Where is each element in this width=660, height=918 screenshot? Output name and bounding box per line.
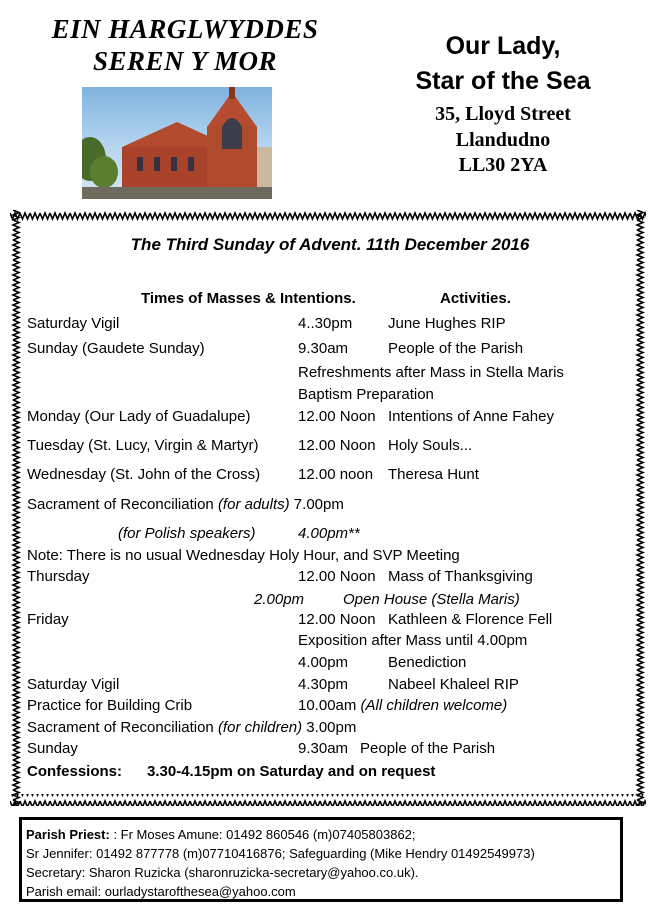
row-day: Sacrament of Reconciliation [27, 719, 218, 736]
row-note: Refreshments after Mass in Stella Maris [298, 364, 564, 381]
row-time: 12.00 noon [298, 466, 374, 483]
contact-box [19, 817, 623, 902]
row-time: 2.00pm [254, 591, 305, 608]
row-time: 9.30am [298, 340, 349, 357]
row-time: 7.00pm [289, 496, 344, 513]
row-time: 4.30pm [298, 676, 349, 693]
row-activity: Kathleen & Florence Fell [388, 611, 553, 628]
confessions-label: Confessions: [27, 763, 123, 780]
row-note: (for adults) [217, 496, 290, 513]
row-day: Sacrament of Reconciliation [27, 496, 218, 513]
contacts-line: Sr Jennifer: 01492 877778 (m)07710416876; Safeguarding (Mike Hendry 01492549973) [26, 846, 535, 861]
row-day: Saturday Vigil [27, 315, 120, 332]
row-day: Sunday [27, 740, 78, 757]
row-day: Tuesday (St. Lucy, Virgin & Martyr) [27, 437, 259, 454]
row-activity: Mass of Thanksgiving [388, 568, 533, 585]
row-time: 12.00 Noon [298, 408, 376, 425]
priest-label: Parish Priest: [26, 827, 110, 842]
row-time: 12.00 Noon [298, 568, 376, 585]
row-activity: Theresa Hunt [388, 466, 479, 483]
row-activity: Nabeel Khaleel RIP [388, 676, 519, 693]
address-street: 35, Lloyd Street [435, 103, 571, 125]
row-activity: People of the Parish [360, 740, 496, 757]
row-time: 12.00 Noon [298, 611, 376, 628]
priest-text: : Fr Moses Amune: 01492 860546 (m)07405803862; [109, 827, 416, 842]
row-activity: June Hughes RIP [388, 315, 506, 332]
reconciliation-adults [27, 496, 344, 514]
row-day: Wednesday (St. John of the Cross) [27, 466, 261, 483]
row-day: Monday (Our Lady of Guadalupe) [27, 408, 251, 425]
row-day: Friday [27, 611, 69, 628]
service-heading: The Third Sunday of Advent. 11th December 2016 [130, 235, 530, 254]
row-note: (All children welcome) [360, 697, 508, 714]
address-town: Llandudno [455, 129, 551, 151]
address-postcode: LL30 2YA [458, 154, 548, 176]
notice-text: Note: There is no usual Wednesday Holy Hour, and SVP Meeting [27, 547, 460, 564]
secretary-line: Secretary: Sharon Ruzicka (sharonruzicka-secretary@yahoo.co.uk). [26, 865, 419, 880]
row-time: 9.30am [298, 740, 349, 757]
row-note: (for Polish speakers) [118, 525, 256, 542]
row-activity: Benediction [388, 654, 467, 671]
row-time: 4.00pm [298, 654, 349, 671]
row-day: Sunday (Gaudete Sunday) [27, 340, 205, 357]
email-line: Parish email: ourladystaroftheseа@yahoo.com [26, 884, 296, 899]
english-title-line1: Our Lady, [445, 32, 561, 60]
reconciliation-children [27, 719, 356, 737]
confessions-text: 3.30-4.15pm on Saturday and on request [147, 763, 436, 780]
row-note: (for children) [217, 719, 303, 736]
row-time: 4.00pm** [298, 525, 360, 542]
row-day: Saturday Vigil [27, 676, 120, 693]
crib-practice-time [298, 697, 507, 715]
church-photo [82, 87, 272, 199]
row-time: 3.00pm [302, 719, 357, 736]
column-header-masses: Times of Masses & Intentions. [141, 290, 356, 307]
row-time: 12.00 Noon [298, 437, 376, 454]
row-activity: People of the Parish [388, 340, 524, 357]
row-day: Thursday [27, 568, 90, 585]
welsh-title-line1: EIN HARGLWYDDES [51, 14, 319, 44]
row-activity: Open House (Stella Maris) [343, 591, 520, 608]
row-time: 4..30pm [298, 315, 353, 332]
row-note: Exposition after Mass until 4.00pm [298, 632, 528, 649]
row-activity: Intentions of Anne Fahey [388, 408, 554, 425]
welsh-title-line2: SEREN Y MOR [92, 46, 278, 76]
column-header-activities: Activities. [440, 290, 511, 307]
row-time: 10.00am [298, 697, 361, 714]
english-title-line2: Star of the Sea [415, 67, 591, 95]
priest-line [26, 825, 616, 844]
row-activity: Holy Souls... [388, 437, 473, 454]
row-day: Practice for Building Crib [27, 697, 193, 714]
row-note: Baptism Preparation [298, 386, 434, 403]
